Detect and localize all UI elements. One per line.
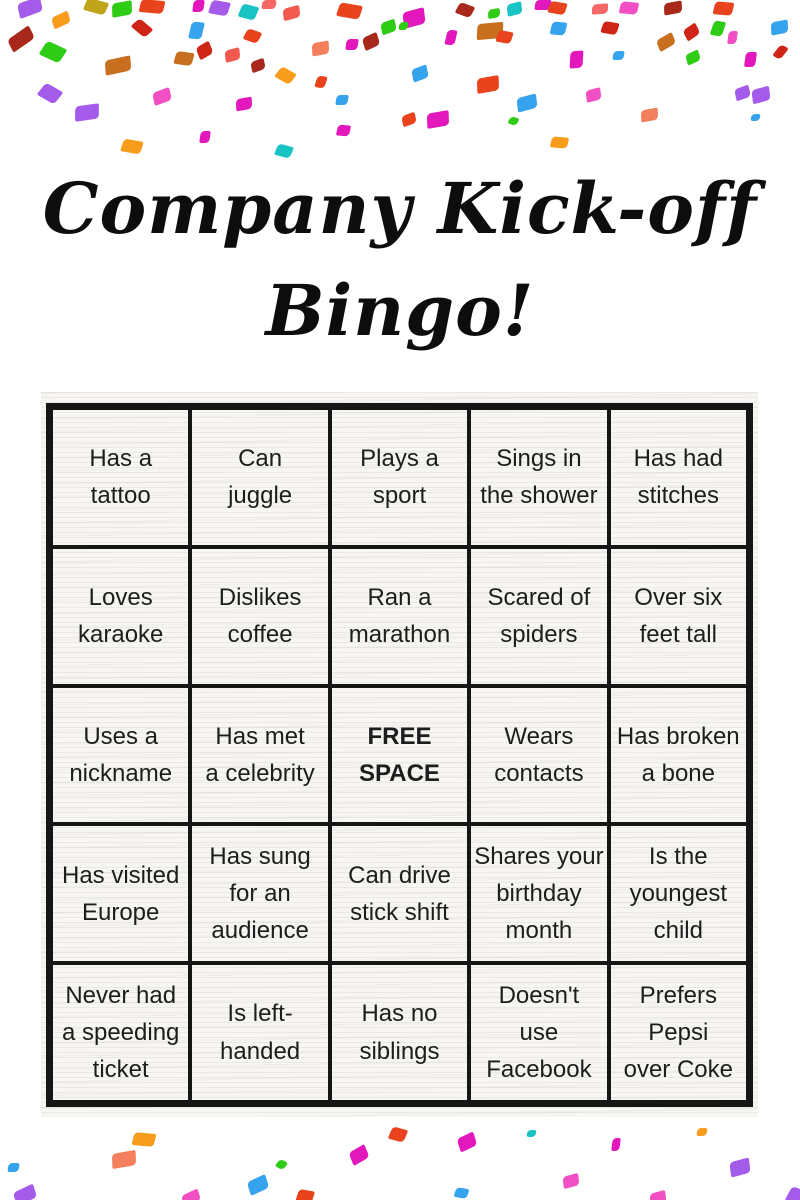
confetti-piece [199, 131, 211, 143]
confetti-piece [696, 1128, 707, 1136]
confetti-piece [196, 41, 214, 61]
bingo-cell[interactable]: Dislikes coffee [190, 547, 329, 686]
confetti-piece [283, 5, 301, 21]
confetti-piece [173, 51, 194, 66]
bingo-cell[interactable]: Has no siblings [330, 963, 469, 1102]
confetti-piece [7, 25, 35, 53]
confetti-piece [563, 1173, 580, 1189]
bingo-cell[interactable]: Has had stitches [609, 408, 748, 547]
confetti-piece [495, 30, 514, 44]
confetti-piece [751, 114, 761, 121]
bingo-cell[interactable]: Has visited Europe [51, 824, 190, 963]
confetti-piece [349, 1144, 370, 1166]
confetti-piece [236, 97, 252, 112]
bingo-cell[interactable]: Has a tattoo [51, 408, 190, 547]
confetti-piece [455, 2, 476, 18]
confetti-piece [507, 1, 523, 17]
confetti-piece [650, 1190, 667, 1200]
bingo-cell[interactable]: Wears contacts [469, 686, 608, 825]
confetti-piece [7, 1163, 19, 1172]
confetti-piece [444, 30, 457, 46]
confetti-piece [188, 22, 205, 40]
confetti-piece [131, 18, 154, 38]
confetti-piece [238, 3, 260, 20]
confetti-piece [785, 1186, 800, 1200]
confetti-piece [243, 28, 263, 44]
confetti-piece [507, 116, 519, 126]
confetti-piece [388, 1126, 409, 1142]
confetti-piece [664, 0, 682, 15]
confetti-piece [547, 1, 567, 15]
confetti-piece [488, 8, 500, 19]
bingo-cell[interactable]: Scared of spiders [469, 547, 608, 686]
confetti-piece [477, 22, 504, 40]
confetti-piece [516, 93, 537, 112]
bingo-cell-free-space[interactable]: FREE SPACE [330, 686, 469, 825]
confetti-piece [380, 19, 397, 36]
confetti-piece [550, 136, 569, 148]
confetti-piece [771, 19, 788, 35]
confetti-piece [152, 87, 172, 106]
confetti-piece [685, 49, 701, 66]
bingo-cell[interactable]: Over six feet tall [609, 547, 748, 686]
bingo-cell[interactable]: Shares your birthday month [469, 824, 608, 963]
bingo-cell[interactable]: Loves karaoke [51, 547, 190, 686]
confetti-piece [477, 75, 499, 94]
confetti-piece [275, 1159, 288, 1171]
confetti-piece [611, 1138, 621, 1151]
confetti-piece [13, 1184, 37, 1200]
bingo-cell[interactable]: Can drive stick shift [330, 824, 469, 963]
confetti-piece [83, 0, 109, 15]
confetti-piece [586, 87, 602, 103]
confetti-piece [772, 44, 788, 60]
bingo-cell[interactable]: Is left- handed [190, 963, 329, 1102]
confetti-piece [683, 22, 701, 41]
confetti-piece [312, 40, 329, 56]
confetti-piece [295, 1189, 315, 1200]
bingo-cell[interactable]: Sings in the shower [469, 408, 608, 547]
bingo-cell[interactable]: Ran a marathon [330, 547, 469, 686]
confetti-piece [345, 39, 359, 50]
confetti-piece [335, 95, 348, 105]
confetti-piece [401, 112, 416, 128]
confetti-piece [713, 1, 735, 15]
confetti-piece [729, 1157, 750, 1177]
confetti-piece [656, 32, 676, 52]
title-line-2: Bingo! [265, 268, 535, 352]
confetti-piece [192, 0, 205, 12]
confetti-piece [336, 2, 363, 19]
confetti-piece [362, 32, 380, 51]
confetti-piece [75, 103, 99, 121]
bingo-cell[interactable]: Is the youngest child [609, 824, 748, 963]
bingo-cell[interactable]: Prefers Pepsi over Coke [609, 963, 748, 1102]
confetti-piece [454, 1187, 470, 1199]
confetti-piece [314, 75, 328, 88]
title-line-1: Company Kick-off [42, 167, 758, 250]
confetti-piece [751, 86, 770, 105]
confetti-piece [527, 1130, 537, 1137]
bingo-cell[interactable]: Uses a nickname [51, 686, 190, 825]
confetti-piece [641, 107, 658, 122]
confetti-piece [592, 3, 608, 14]
confetti-piece [225, 47, 241, 63]
confetti-piece [398, 22, 408, 30]
bingo-cell[interactable]: Doesn't use Facebook [469, 963, 608, 1102]
confetti-piece [247, 1174, 269, 1196]
confetti-piece [105, 55, 131, 76]
confetti-piece [139, 0, 166, 14]
confetti-piece [411, 64, 429, 82]
confetti-piece [600, 21, 620, 35]
confetti-piece [612, 51, 624, 60]
confetti-piece [37, 83, 64, 105]
bingo-cell[interactable]: Plays a sport [330, 408, 469, 547]
confetti-piece [336, 125, 351, 137]
confetti-piece [710, 20, 726, 36]
confetti-piece [727, 31, 738, 44]
bingo-cell[interactable]: Has met a celebrity [190, 686, 329, 825]
page-title [0, 158, 800, 361]
confetti-piece [120, 139, 144, 155]
bingo-cell[interactable]: Can juggle [190, 408, 329, 547]
confetti-piece [570, 50, 584, 68]
bingo-cell[interactable]: Never had a speeding ticket [51, 963, 190, 1102]
confetti-piece [250, 58, 265, 74]
confetti-piece [534, 0, 551, 10]
confetti-piece [744, 52, 757, 67]
confetti-piece [427, 110, 449, 129]
confetti-piece [39, 41, 68, 64]
confetti-piece [274, 66, 297, 85]
bingo-board [46, 403, 753, 1107]
confetti-piece [181, 1188, 201, 1200]
confetti-piece [208, 0, 231, 16]
confetti-piece [457, 1131, 477, 1152]
confetti-piece [402, 7, 425, 29]
bingo-cell[interactable]: Has broken a bone [609, 686, 748, 825]
confetti-piece [261, 0, 276, 9]
confetti-piece [274, 143, 294, 158]
confetti-piece [619, 1, 640, 14]
confetti-piece [132, 1132, 157, 1147]
confetti-piece [17, 0, 43, 19]
confetti-piece [112, 1150, 136, 1169]
confetti-piece [550, 21, 568, 35]
confetti-piece [734, 85, 751, 102]
bingo-cell[interactable]: Has sung for an audience [190, 824, 329, 963]
confetti-piece [51, 10, 71, 29]
confetti-piece [112, 0, 132, 18]
